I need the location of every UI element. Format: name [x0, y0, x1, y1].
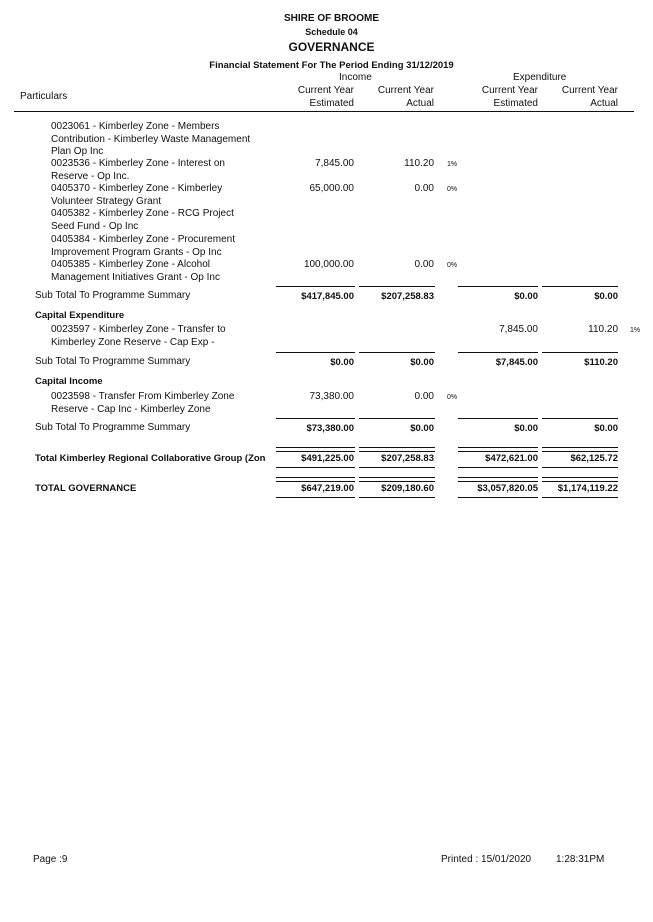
- org-name: SHIRE OF BROOME: [283, 13, 379, 24]
- subtotal-income-est: $0.00: [330, 357, 354, 368]
- line-item-desc: 0405384 - Kimberley Zone - Procurement Improvement Program Grants - Op Inc: [51, 234, 235, 258]
- exp-actual-value: 110.20: [588, 324, 618, 335]
- col-rule: [542, 352, 618, 353]
- col-rule: [458, 352, 538, 353]
- exp-act-header-line2: Actual: [590, 98, 618, 109]
- col-rule: [359, 467, 435, 468]
- income-estimated-value: 73,380.00: [309, 391, 354, 402]
- col-rule: [458, 497, 538, 498]
- subtotal-exp-est: $0.00: [514, 423, 538, 434]
- page-number: Page :9: [33, 854, 68, 865]
- col-rule: [542, 467, 618, 468]
- col-rule: [542, 418, 618, 419]
- col-rule: [359, 352, 435, 353]
- col-rule: [359, 418, 435, 419]
- grand-total-income-act: $209,180.60: [381, 483, 434, 494]
- col-double-rule: [359, 477, 435, 482]
- income-percent: 0%: [447, 394, 458, 401]
- printed-time: 1:28:31PM: [556, 854, 605, 865]
- printed-date: Printed : 15/01/2020: [441, 854, 532, 865]
- line-item-desc: 0023597 - Kimberley Zone - Transfer to Kimberley Zone Reserve - Cap Exp -: [51, 324, 226, 348]
- subtotal-label: Sub Total To Programme Summary: [35, 422, 191, 433]
- subtotal-exp-act: $0.00: [594, 291, 618, 302]
- income-actual-value: 0.00: [414, 259, 434, 270]
- col-rule: [276, 497, 355, 498]
- col-rule: [276, 467, 355, 468]
- line-item-desc: 0405382 - Kimberley Zone - RCG Project Seed Fund - Op Inc: [51, 208, 234, 232]
- income-actual-value: 0.00: [414, 391, 434, 402]
- line-item-desc: 0023598 - Transfer From Kimberley Zone Reserve - Cap Inc - Kimberley Zone: [51, 391, 235, 415]
- exp-est-header-line2: Estimated: [493, 98, 538, 109]
- col-double-rule: [542, 447, 618, 452]
- income-actual-value: 0.00: [414, 183, 434, 194]
- income-percent: 1%: [447, 161, 458, 168]
- exp-percent: 1%: [630, 327, 641, 334]
- line-item-desc: 0023061 - Kimberley Zone - Members Contribution - Kimberley Waste Management Plan Op Inc: [51, 121, 251, 158]
- col-rule: [276, 418, 355, 419]
- subtotal-income-act: $207,258.83: [381, 291, 434, 302]
- col-rule: [542, 286, 618, 287]
- income-estimated-value: 65,000.00: [309, 183, 354, 194]
- income-header: Income: [339, 72, 372, 83]
- schedule-label: Schedule 04: [305, 27, 358, 37]
- col-double-rule: [276, 477, 355, 482]
- subtotal-exp-act: $110.20: [584, 357, 618, 368]
- income-percent: 0%: [447, 186, 458, 193]
- grand-total-label: TOTAL GOVERNANCE: [35, 483, 137, 494]
- subtotal-label: Sub Total To Programme Summary: [35, 356, 191, 367]
- col-rule: [458, 418, 538, 419]
- subtotal-exp-est: $0.00: [514, 291, 538, 302]
- income-estimated-value: 7,845.00: [315, 158, 354, 169]
- col-double-rule: [458, 447, 538, 452]
- col-double-rule: [276, 447, 355, 452]
- group-total-income-act: $207,258.83: [381, 453, 434, 464]
- col-double-rule: [359, 447, 435, 452]
- line-item-desc: 0405370 - Kimberley Zone - Kimberley Volunteer Strategy Grant: [51, 183, 223, 207]
- group-total-exp-act: $62,125.72: [570, 453, 618, 464]
- subtotal-income-est: $73,380.00: [306, 423, 354, 434]
- col-rule: [359, 286, 435, 287]
- subtotal-exp-act: $0.00: [594, 423, 618, 434]
- col-double-rule: [542, 477, 618, 482]
- col-double-rule: [458, 477, 538, 482]
- col-rule: [458, 286, 538, 287]
- income-est-header-line2: Estimated: [309, 98, 354, 109]
- exp-est-header-line1: Current Year: [481, 85, 538, 96]
- income-act-header-line1: Current Year: [377, 85, 434, 96]
- exp-act-header-line1: Current Year: [561, 85, 618, 96]
- line-item-desc: 0405385 - Kimberley Zone - Alcohol Management Initiatives Grant - Op Inc: [51, 259, 220, 283]
- income-act-header-line2: Actual: [406, 98, 434, 109]
- col-rule: [542, 497, 618, 498]
- subtotal-income-est: $417,845.00: [301, 291, 354, 302]
- grand-total-exp-act: $1,174,119.22: [557, 483, 618, 494]
- group-total-exp-est: $472,621.00: [485, 453, 538, 464]
- subtotal-income-act: $0.00: [410, 423, 434, 434]
- col-rule: [359, 497, 435, 498]
- exp-estimated-value: 7,845.00: [499, 324, 538, 335]
- section-heading: Capital Expenditure: [35, 310, 125, 321]
- col-rule: [458, 467, 538, 468]
- section-heading: Capital Income: [35, 376, 103, 387]
- line-item-desc: 0023536 - Kimberley Zone - Interest on Reserve - Op Inc.: [51, 158, 225, 182]
- header-divider: [14, 111, 634, 112]
- particulars-header: Particulars: [20, 91, 68, 102]
- income-estimated-value: 100,000.00: [303, 259, 354, 270]
- income-est-header-line1: Current Year: [297, 85, 354, 96]
- group-total-income-est: $491,225.00: [301, 453, 354, 464]
- col-rule: [276, 352, 355, 353]
- grand-total-exp-est: $3,057,820.05: [477, 483, 538, 494]
- income-percent: 0%: [447, 262, 458, 269]
- grand-total-income-est: $647,219.00: [301, 483, 354, 494]
- subtotal-label: Sub Total To Programme Summary: [35, 290, 191, 301]
- col-rule: [276, 286, 355, 287]
- statement-title: Financial Statement For The Period Ending 31/12/2019: [209, 60, 454, 71]
- subtotal-income-act: $0.00: [410, 357, 434, 368]
- expenditure-header: Expenditure: [513, 72, 567, 83]
- page-title: GOVERNANCE: [288, 40, 375, 54]
- subtotal-exp-est: $7,845.00: [495, 357, 538, 368]
- group-total-label: Total Kimberley Regional Collaborative Group (Zon: [35, 453, 266, 464]
- income-actual-value: 110.20: [404, 158, 434, 169]
